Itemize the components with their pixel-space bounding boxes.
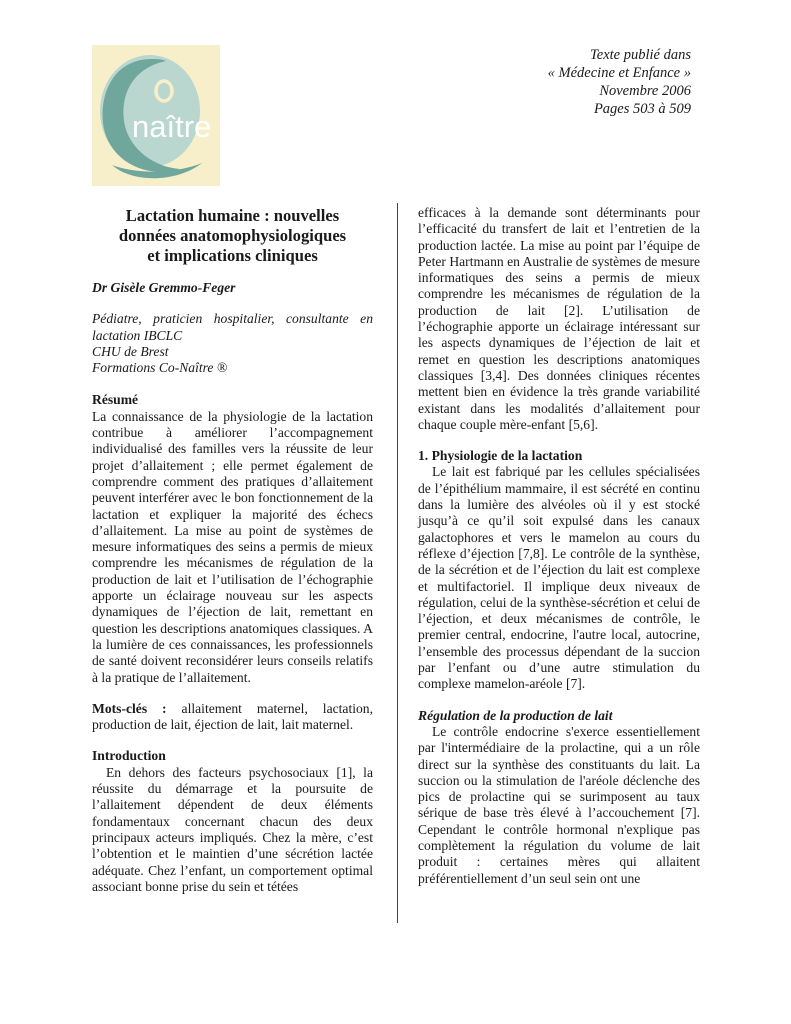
article-title <box>92 206 373 266</box>
pubinfo-line: « Médecine et Enfance » <box>547 65 691 81</box>
pubinfo-line: Novembre 2006 <box>599 83 691 99</box>
left-column <box>92 200 373 895</box>
title-line: données anatomophysiologiques <box>118 226 347 245</box>
co-naitre-logo <box>92 45 220 186</box>
author-name: Dr Gisèle Gremmo-Feger <box>92 280 236 295</box>
affiliation-line: CHU de Brest <box>92 343 169 359</box>
keywords-text: allaitement maternel, lactation, production de lait, éjection de lait, lait maternel. <box>92 700 373 733</box>
title-line: et implications cliniques <box>147 246 318 265</box>
abstract-heading: Résumé <box>92 392 139 408</box>
introduction-continued-text: efficaces à la demande sont déterminants pour l’efficacité du transfert de lait et l’entretien de la production lactée. La mise au point par l’équipe de Peter Hartmann en Australie de systèmes de mesure informatiques des seins a permis de mieux comprendre les mécanismes de régulation de la production de lait [2]. L’utilisation de l’échographie apporte un éclairage intéressant sur les aspects dynamiques de l’éjection de lait et remet en question les descriptions anatomiques classiques [3,4]. Des données cliniques récentes mettent bien en évidence la très grande variabilité existant dans les modalités d’allaitement pour chaque couple mère-enfant [5,6]. <box>418 205 700 432</box>
keywords-label: Mots-clés : <box>92 700 167 716</box>
logo-wordmark: naître <box>132 109 212 144</box>
title-line: Lactation humaine : nouvelles <box>125 206 340 225</box>
introduction-text: En dehors des facteurs psychosociaux [1], la réussite du démarrage et la poursuite de l’allaitement dépendent de deux éléments fondamentaux concernant chacun des deux principaux acteurs impliqués. Chez la mère, c’est l’obtention et le maintien d’une sécrétion lactée adéquate. Chez l’enfant, un comportement optimal associant bonne prise du sein et tétées <box>92 764 373 894</box>
pubinfo-line: Texte publié dans <box>590 47 691 63</box>
right-column <box>418 205 700 887</box>
publication-info <box>548 46 691 118</box>
introduction-section <box>92 748 373 895</box>
regulation-subsection <box>418 708 700 887</box>
section-heading: 1. Physiologie de la lactation <box>418 448 583 464</box>
subsection-heading: Régulation de la production de lait <box>418 707 613 723</box>
affiliation-line: Pédiatre, praticien hospitalier, consultante en lactation IBCLC <box>92 311 373 343</box>
physiology-section <box>418 448 700 692</box>
affiliation-line: Formations Co-Naître ® <box>92 360 228 376</box>
pubinfo-line: Pages 503 à 509 <box>593 101 691 117</box>
subsection-text: Le contrôle endocrine s'exerce essentiellement par l'intermédiaire de la prolactine, qui a un rôle direct sur la synthèse des constituants du lait. La succion ou la stimulation de l'aréole déclenche des pics de prolactine qui se surimposent au taux sérique de base très élevé à l’accouchement [7]. Cependant le contrôle hormonal n'explique pas complètement la régulation du volume de lait produit : certaines mères qui allaitent préférentiellement d’un seul sein ont une <box>418 723 700 886</box>
introduction-heading: Introduction <box>92 748 166 764</box>
abstract-section <box>92 392 373 685</box>
column-divider <box>397 203 398 923</box>
abstract-text: La connaissance de la physiologie de la lactation contribue à améliorer l’accompagnement individualisé des familles vers la réussite de leur projet d’allaitement ; elle permet également de comprendre comment des pratiques d’allaitement peuvent interférer avec le bon fonctionnement de la lactation et expliquer la majorité des échecs d’allaitement. La mise au point de systèmes de mesure informatiques des seins a permis de mieux comprendre les mécanismes de régulation de la production de lait et l’utilisation de l’échographie apporte un éclairage nouveau sur les aspects dynamiques de l’éjection de lait, remettant en question les descriptions anatomiques classiques. A la lumière de ces connaissances, les professionnels de santé doivent reconsidérer leurs conseils relatifs à la pratique de l’allaitement. <box>92 408 373 685</box>
section-text: Le lait est fabriqué par les cellules spécialisées de l’épithélium mammaire, il est sécrété en continu dans la lumière des alvéoles où il y est stocké jusqu’à ce qu’il soit expulsé dans les canaux galactophores et vers le mamelon au cours du réflexe d’éjection [7,8]. Le contrôle de la synthèse, de la sécrétion et de l’éjection du lait est complexe et multifactoriel. Il implique deux niveaux de régulation, celui de la synthèse-sécrétion et celui de l’éjection, et deux mécanismes de contrôle, le premier central, endocrine, l'autre local, autocrine, l’ensemble des processus dépendant de la succion par l’enfant ou d’une autre stimulation du complexe mamelon-aréole [7]. <box>418 464 700 692</box>
author-affiliation <box>92 311 373 376</box>
keywords-section <box>92 701 373 734</box>
